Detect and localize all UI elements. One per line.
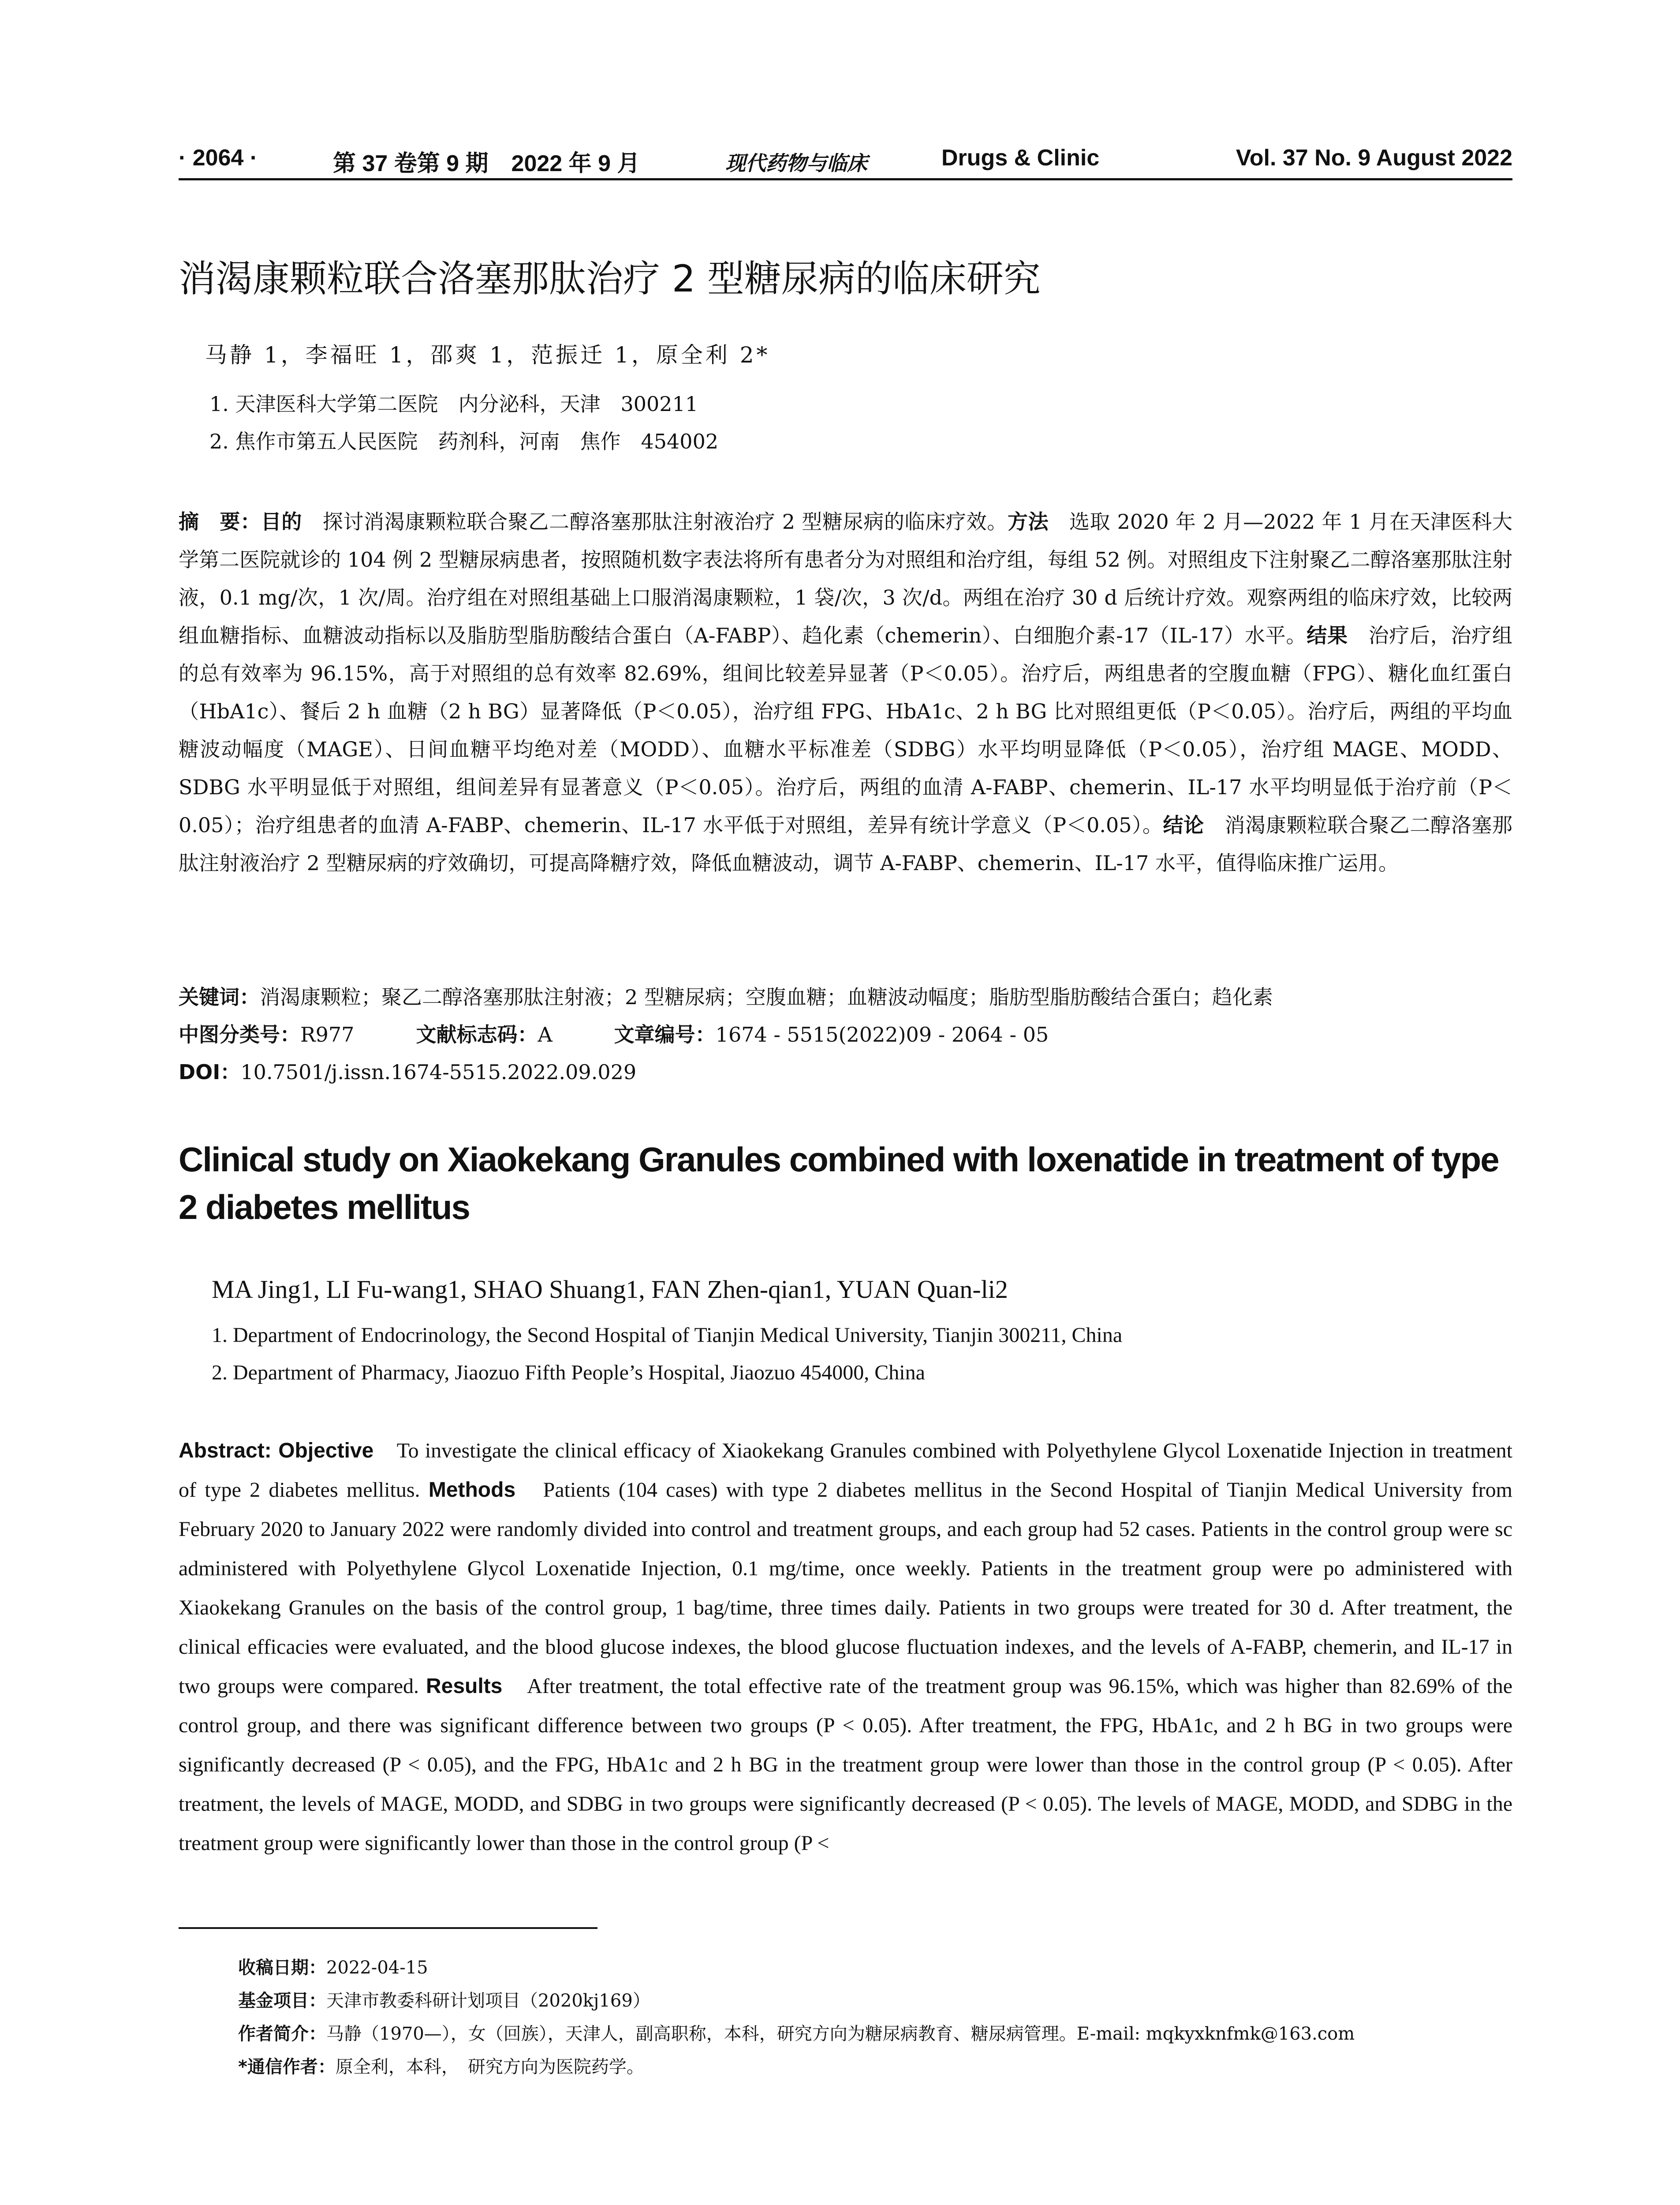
doi-label: DOI： (179, 1060, 241, 1084)
affiliation-cn-2: 2. 焦作市第五人民医院 药剂科，河南 焦作 454002 (209, 430, 719, 453)
footnote-divider (179, 1927, 597, 1929)
conclusion-text-cn: 消渴康颗粒联合聚乙二醇洛塞那肽注射液治疗 2 型糖尿病的疗效确切，可提高降糖疗效，降低血糖波动，调节 A-FABP、chemerin、IL-17 水平，值得临床推广运用。 (179, 813, 1512, 875)
results-label-en: Results (426, 1674, 503, 1698)
abstract-objective-label-en: Abstract: Objective (179, 1439, 374, 1462)
authors-cn: 马静 1，李福旺 1，邵爽 1，范振迁 1，原全利 2* (205, 342, 770, 368)
journal-name-en: Drugs & Clinic (941, 145, 1100, 171)
footnote-received (238, 1954, 428, 1979)
keywords-text: 消渴康颗粒；聚乙二醇洛塞那肽注射液；2 型糖尿病；空腹血糖；血糖波动幅度；脂肪型脂肪酸结合蛋白；趋化素 (260, 985, 1273, 1009)
corresponding-label: *通信作者： (238, 2057, 336, 2077)
keywords-line (179, 981, 1273, 1010)
author-bio-label: 作者简介： (238, 2024, 326, 2044)
results-text-en: After treatment, the total effective rate of the treatment group was 96.15%, which was higher than 82.69% of the control group, and there was significant difference between two groups (P < 0.05). After treatment, the FPG, HbA1c, and 2 h BG in two groups were significantly decreased (P < 0.05), and the FPG, HbA1c and 2 h BG in the treatment group were lower than those in the control group (P < 0.05). After treatment, the levels of MAGE, MODD, and SDBG in two groups were significantly decreased (P < 0.05). The levels of MAGE, MODD, and SDBG in the treatment group were significantly lower than those in the control group (P < (179, 1674, 1513, 1855)
article-number-label: 文章编号： (614, 1023, 716, 1046)
article-number-value: 1674 - 5515(2022)09 - 2064 - 05 (715, 1023, 1049, 1046)
doc-code-label: 文献标志码： (416, 1023, 538, 1046)
doc-code-value: A (538, 1023, 553, 1046)
results-label-cn: 结果 (1307, 624, 1348, 647)
footnote-fund (238, 1987, 650, 2012)
article-title-cn: 消渴康颗粒联合洛塞那肽治疗 2 型糖尿病的临床研究 (179, 257, 1041, 300)
running-header (179, 141, 1512, 180)
fund-label: 基金项目： (238, 1991, 326, 2011)
received-label: 收稿日期： (238, 1958, 326, 1978)
journal-name-cn: 现代药物与临床 (725, 151, 867, 175)
clc-value: R977 (300, 1023, 355, 1046)
classification-line (179, 1019, 1049, 1048)
fund-text: 天津市教委科研计划项目（2020kj169） (326, 1991, 650, 2011)
methods-text-en: Patients (104 cases) with type 2 diabetes mellitus in the Second Hospital of Tianjin Medical University from February 2020 to January 2022 were randomly divided into control and treatment groups, and each group had 52 cases. Patients in the control group were sc administered with Polyethylene Glycol Loxenatide Injection, 0.1 mg/time, once weekly. Patients in the treatment group were po administered with Xiaokekang Granules on the basis of the control group, 1 bag/time, three times daily. Patients in two groups were treated for 30 d. After treatment, the clinical efficacies were evaluated, and the blood glucose indexes, the blood glucose fluctuation indexes, and the levels of A-FABP, chemerin, and IL-17 in two groups were compared. (179, 1478, 1512, 1698)
keywords-label: 关键词： (179, 985, 260, 1009)
received-date: 2022-04-15 (326, 1958, 428, 1978)
affiliation-cn-1: 1. 天津医科大学第二医院 内分泌科，天津 300211 (209, 392, 698, 416)
clc-label: 中图分类号： (179, 1023, 300, 1046)
abstract-en (179, 1431, 1512, 1863)
footnote-corresponding (238, 2053, 644, 2078)
volume-issue-en: Vol. 37 No. 9 August 2022 (1236, 145, 1512, 171)
page-number: · 2064 · (179, 145, 258, 171)
abstract-cn (179, 503, 1512, 882)
methods-label-en: Methods (428, 1478, 516, 1502)
authors-en: MA Jing1, LI Fu-wang1, SHAO Shuang1, FAN Zhen-qian1, YUAN Quan-li2 (212, 1275, 1008, 1304)
conclusion-label-cn: 结论 (1163, 813, 1204, 837)
objective-text-en: To investigate the clinical efficacy of Xiaokekang Granules combined with Polyethylene Glycol Loxenatide Injection in treatment of type 2 diabetes mellitus. (179, 1439, 1513, 1502)
results-text-cn: 治疗后，治疗组的总有效率为 96.15%，高于对照组的总有效率 82.69%，组间比较差异显著（P＜0.05）。治疗后，两组患者的空腹血糖（FPG）、糖化血红蛋白（HbA1c）、餐后 2 h 血糖（2 h BG）显著降低（P＜0.05），治疗组 FPG、HbA1c、2 h BG 比对照组更低（P＜0.05）。治疗后，两组的平均血糖波动幅度（MAGE）、日间血糖平均绝对差（MODD）、血糖水平标准差（SDBG）水平均明显降低（P＜0.05），治疗组 MAGE、MODD、SDBG 水平明显低于对照组，组间差异有显著意义（P＜0.05）。治疗后，两组的血清 A-FABP、chemerin、IL-17 水平均明显低于治疗前（P＜0.05）；治疗组患者的血清 A-FABP、chemerin、IL-17 水平低于对照组，差异有统计学意义（P＜0.05）。 (179, 624, 1513, 837)
author-bio-text: 马静（1970—），女（回族），天津人，副高职称，本科，研究方向为糖尿病教育、糖尿病管理。E-mail: mqkyxknfmk@163.com (326, 2024, 1355, 2044)
article-title-en: Clinical study on Xiaokekang Granules combined with loxenatide in treatment of type 2 diabetes mellitus (179, 1140, 1499, 1226)
methods-label-cn: 方法 (1007, 510, 1049, 534)
corresponding-text: 原全利，本科， 研究方向为医院药学。 (335, 2057, 644, 2077)
doi-value[interactable]: 10.7501/j.issn.1674-5515.2022.09.029 (240, 1060, 637, 1084)
volume-issue-cn: 第 37 卷第 9 期 2022 年 9 月 (333, 151, 640, 176)
methods-text-cn: 选取 2020 年 2 月—2022 年 1 月在天津医科大学第二医院就诊的 104 例 2 型糖尿病患者，按照随机数字表法将所有患者分为对照组和治疗组，每组 52 例。对照组皮下注射聚乙二醇洛塞那肽注射液，0.1 mg/次，1 次/周。治疗组在对照组基础上口服消渴康颗粒，1 袋/次，3 次/d。两组在治疗 30 d 后统计疗效。观察两组的临床疗效，比较两组血糖指标、血糖波动指标以及脂肪型脂肪酸结合蛋白（A-FABP）、趋化素（chemerin）、白细胞介素-17（IL-17）水平。 (179, 510, 1513, 647)
objective-label-cn: 目的 (261, 510, 302, 534)
affiliation-en-2: 2. Department of Pharmacy, Jiaozuo Fifth People’s Hospital, Jiaozuo 454000, China (212, 1361, 925, 1384)
objective-text-cn: 探讨消渴康颗粒联合聚乙二醇洛塞那肽注射液治疗 2 型糖尿病的临床疗效。 (302, 510, 1008, 534)
abstract-label-cn: 摘 要： (179, 510, 261, 534)
footnote-author-bio (238, 2020, 1355, 2045)
doi-line (179, 1056, 636, 1085)
affiliation-en-1: 1. Department of Endocrinology, the Second Hospital of Tianjin Medical University, Tianjin 300211, China (212, 1323, 1123, 1347)
